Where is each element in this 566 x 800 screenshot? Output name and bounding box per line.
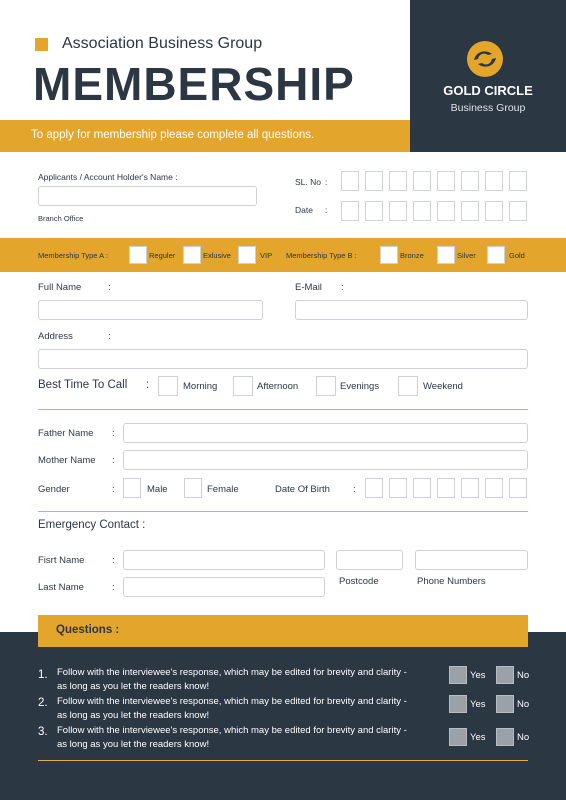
question-1-yes-checkbox[interactable] [449, 666, 467, 684]
full-name-label: Full Name [38, 282, 82, 293]
sl-no-digit-box[interactable] [509, 171, 527, 191]
dob-digit-box[interactable] [437, 478, 455, 498]
sl-no-digit-box[interactable] [437, 171, 455, 191]
option-label: Exlusive [203, 251, 231, 260]
checkbox-female[interactable] [184, 478, 202, 498]
dob-colon: : [353, 484, 356, 495]
address-field[interactable] [38, 349, 528, 369]
last-name-colon: : [112, 582, 115, 593]
date-digit-box[interactable] [461, 201, 479, 221]
gender-colon: : [112, 484, 115, 495]
sl-no-digit-box[interactable] [413, 171, 431, 191]
checkbox-afternoon[interactable] [233, 376, 253, 396]
section-divider [38, 511, 528, 512]
dob-digit-box[interactable] [413, 478, 431, 498]
email-label: E-Mail [295, 282, 322, 293]
option-label: Weekend [423, 381, 463, 392]
date-digit-box[interactable] [389, 201, 407, 221]
email-colon: : [341, 282, 344, 293]
date-label: Date [295, 205, 313, 215]
last-name-label: Last Name [38, 582, 84, 593]
option-label: Silver [457, 251, 476, 260]
question-number: 1. [38, 669, 48, 681]
date-digit-box[interactable] [509, 201, 527, 221]
branch-office-label: Branch Office [38, 214, 84, 223]
question-text: Follow with the interviewee's response, which may be edited for brevity and clarity - as long as you let the readers know! [57, 725, 407, 750]
address-colon: : [108, 331, 111, 342]
membership-type-b-label: Membership Type B : [286, 251, 357, 260]
instruction-text: To apply for membership please complete all questions. [31, 129, 315, 141]
first-name-field[interactable] [123, 550, 325, 570]
date-digit-box[interactable] [341, 201, 359, 221]
phone-label: Phone Numbers [417, 576, 486, 587]
no-label: No [517, 699, 530, 710]
date-digit-box[interactable] [437, 201, 455, 221]
yes-label: Yes [470, 670, 486, 681]
checkbox-exlusive[interactable] [183, 246, 201, 264]
applicant-name-label: Applicants / Account Holder's Name : [38, 172, 178, 182]
option-label: Bronze [400, 251, 424, 260]
checkbox-gold[interactable] [487, 246, 505, 264]
questions-header-bar [38, 615, 528, 647]
question-3-no-checkbox[interactable] [496, 728, 514, 746]
checkbox-silver[interactable] [437, 246, 455, 264]
father-name-colon: : [112, 428, 115, 439]
gender-label: Gender [38, 484, 70, 495]
email-field[interactable] [295, 300, 528, 320]
page-title: MEMBERSHIP [33, 58, 355, 110]
option-label: Morning [183, 381, 218, 392]
bottom-divider [38, 760, 528, 761]
date-digit-box[interactable] [365, 201, 383, 221]
option-label: Evenings [340, 381, 380, 392]
dob-label: Date Of Birth [275, 484, 330, 495]
question-number: 2. [38, 697, 48, 709]
applicant-name-field[interactable] [38, 186, 257, 206]
mother-name-label: Mother Name [38, 455, 96, 466]
first-name-colon: : [112, 555, 115, 566]
option-label: VIP [260, 251, 273, 260]
question-1-no-checkbox[interactable] [496, 666, 514, 684]
dob-digit-box[interactable] [389, 478, 407, 498]
last-name-field[interactable] [123, 577, 325, 597]
address-label: Address [38, 331, 73, 342]
dob-digit-box[interactable] [365, 478, 383, 498]
checkbox-weekend[interactable] [398, 376, 418, 396]
checkbox-reguler[interactable] [129, 246, 147, 264]
checkbox-evenings[interactable] [316, 376, 336, 396]
questions-title: Questions : [56, 624, 120, 636]
question-2-yes-checkbox[interactable] [449, 695, 467, 713]
checkbox-morning[interactable] [158, 376, 178, 396]
emergency-contact-title: Emergency Contact : [38, 519, 146, 531]
dob-digit-box[interactable] [461, 478, 479, 498]
best-time-label: Best Time To Call [38, 379, 128, 391]
checkbox-bronze[interactable] [380, 246, 398, 264]
instruction-banner [0, 120, 410, 152]
father-name-label: Father Name [38, 428, 94, 439]
question-2-no-checkbox[interactable] [496, 695, 514, 713]
brand-name: GOLD CIRCLE [443, 83, 533, 98]
brand-subtitle: Business Group [450, 102, 526, 114]
sl-no-colon: : [325, 177, 328, 187]
sl-no-label: SL. No [295, 177, 321, 187]
postcode-label: Postcode [339, 576, 379, 587]
father-name-field[interactable] [123, 423, 528, 443]
no-label: No [517, 732, 530, 743]
full-name-colon: : [108, 282, 111, 293]
question-text: Follow with the interviewee's response, which may be edited for brevity and clarity - as long as you let the readers know! [57, 696, 407, 721]
checkbox-male[interactable] [123, 478, 141, 498]
postcode-field[interactable] [336, 550, 403, 570]
sl-no-digit-box[interactable] [389, 171, 407, 191]
date-digit-box[interactable] [413, 201, 431, 221]
date-digit-box[interactable] [485, 201, 503, 221]
best-time-colon: : [146, 379, 150, 391]
option-label: Reguler [149, 251, 176, 260]
organization-name: Association Business Group [62, 35, 263, 52]
no-label: No [517, 670, 530, 681]
mother-name-field[interactable] [123, 450, 528, 470]
date-colon: : [325, 205, 328, 215]
section-divider [38, 409, 528, 410]
first-name-label: Fisrt Name [38, 555, 85, 566]
option-label: Afternoon [257, 381, 299, 392]
yes-label: Yes [470, 732, 486, 743]
sl-no-digit-box[interactable] [485, 171, 503, 191]
gold-circle-logo-icon [466, 40, 504, 78]
male-label: Male [147, 484, 168, 495]
membership-type-a-label: Membership Type A : [38, 251, 108, 260]
sl-no-digit-box[interactable] [461, 171, 479, 191]
question-text: Follow with the interviewee's response, which may be edited for brevity and clarity - as long as you let the readers know! [57, 667, 407, 692]
option-label: Gold [509, 251, 525, 260]
brand-square-icon [35, 38, 48, 51]
sl-no-digit-box[interactable] [365, 171, 383, 191]
question-3-yes-checkbox[interactable] [449, 728, 467, 746]
mother-name-colon: : [112, 455, 115, 466]
full-name-field[interactable] [38, 300, 263, 320]
female-label: Female [207, 484, 239, 495]
checkbox-vip[interactable] [238, 246, 256, 264]
question-number: 3. [38, 726, 48, 738]
yes-label: Yes [470, 699, 486, 710]
dob-digit-box[interactable] [485, 478, 503, 498]
phone-field[interactable] [415, 550, 528, 570]
sl-no-digit-box[interactable] [341, 171, 359, 191]
dob-digit-box[interactable] [509, 478, 527, 498]
